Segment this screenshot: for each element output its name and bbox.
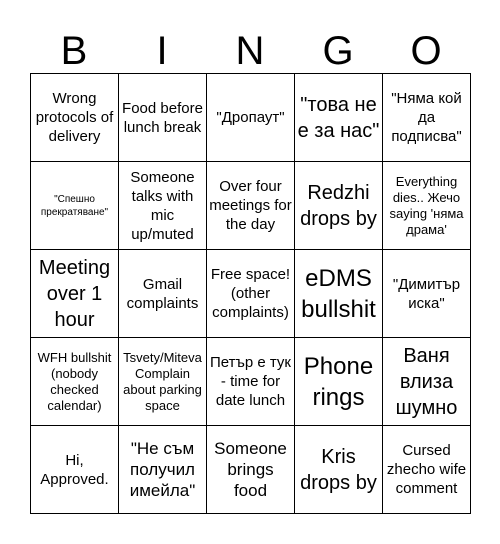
bingo-cell[interactable] [207,338,295,426]
cell-text: "Димитър иска" [392,275,461,312]
bingo-cell[interactable] [119,250,207,338]
cell-text: "Няма кой да подписва" [391,90,462,145]
free-space-cell[interactable] [207,250,295,338]
bingo-cell[interactable] [119,74,207,162]
cell-text: Over four meetings for the day [209,178,292,233]
cell-text: Петър е тук - time for date lunch [210,354,291,409]
cell-text: Ваня влиза шумно [395,344,458,419]
bingo-cell[interactable] [295,74,383,162]
cell-text: Kris drops by [300,445,377,494]
bingo-cell[interactable] [295,162,383,250]
cell-text: "това не е за нас" [297,93,380,142]
cell-text: Meeting over 1 hour [38,256,111,331]
bingo-cell[interactable] [383,74,471,162]
bingo-cell[interactable] [295,426,383,514]
header-letter-n: N [235,29,265,73]
cell-text: Wrong protocols of delivery [35,90,114,145]
bingo-cell[interactable] [383,250,471,338]
bingo-cell[interactable] [295,338,383,426]
cell-text: Someone brings food [214,439,287,500]
header-letter-i: I [156,29,168,73]
cell-text: Redzhi drops by [300,181,377,230]
bingo-cell[interactable] [383,338,471,426]
bingo-cell[interactable] [383,162,471,250]
cell-text: Someone talks with mic up/muted [130,168,195,243]
header-letter-o: O [410,29,442,73]
bingo-cell[interactable] [119,426,207,514]
bingo-cell[interactable] [31,338,119,426]
bingo-cell[interactable] [207,426,295,514]
cell-text: Cursed zhecho wife comment [386,442,467,497]
cell-text: "Не съм получил имейла" [129,439,196,500]
bingo-cell[interactable] [383,426,471,514]
bingo-cell[interactable] [207,74,295,162]
cell-text: eDMS bullshit [301,264,376,323]
bingo-cell[interactable] [31,162,119,250]
header-letter-b: B [60,29,88,73]
bingo-cell[interactable] [207,162,295,250]
cell-text: Tsvety/Miteva Complain about parking space [123,349,202,413]
cell-text: Gmail complaints [126,275,199,312]
bingo-cell[interactable] [295,250,383,338]
cell-text: "Дропаут" [216,109,285,126]
cell-text: WFH bullshit (nobody checked calendar) [37,349,112,413]
bingo-header [30,28,470,74]
bingo-cell[interactable] [31,250,119,338]
cell-text: Hi, Approved. [40,451,109,488]
cell-text: Phone rings [303,352,374,411]
header-letter-g: G [322,29,354,73]
bingo-cell[interactable] [119,162,207,250]
bingo-cell[interactable] [31,426,119,514]
cell-text: Free space! (other complaints) [210,266,291,321]
cell-text: Everything dies.. Жечо saying 'няма драма' [389,173,464,237]
cell-text: "Спешно прекратяване" [40,193,109,218]
cell-text: Food before lunch break [122,99,203,136]
bingo-board [30,73,471,514]
bingo-cell[interactable] [119,338,207,426]
bingo-cell[interactable] [31,74,119,162]
